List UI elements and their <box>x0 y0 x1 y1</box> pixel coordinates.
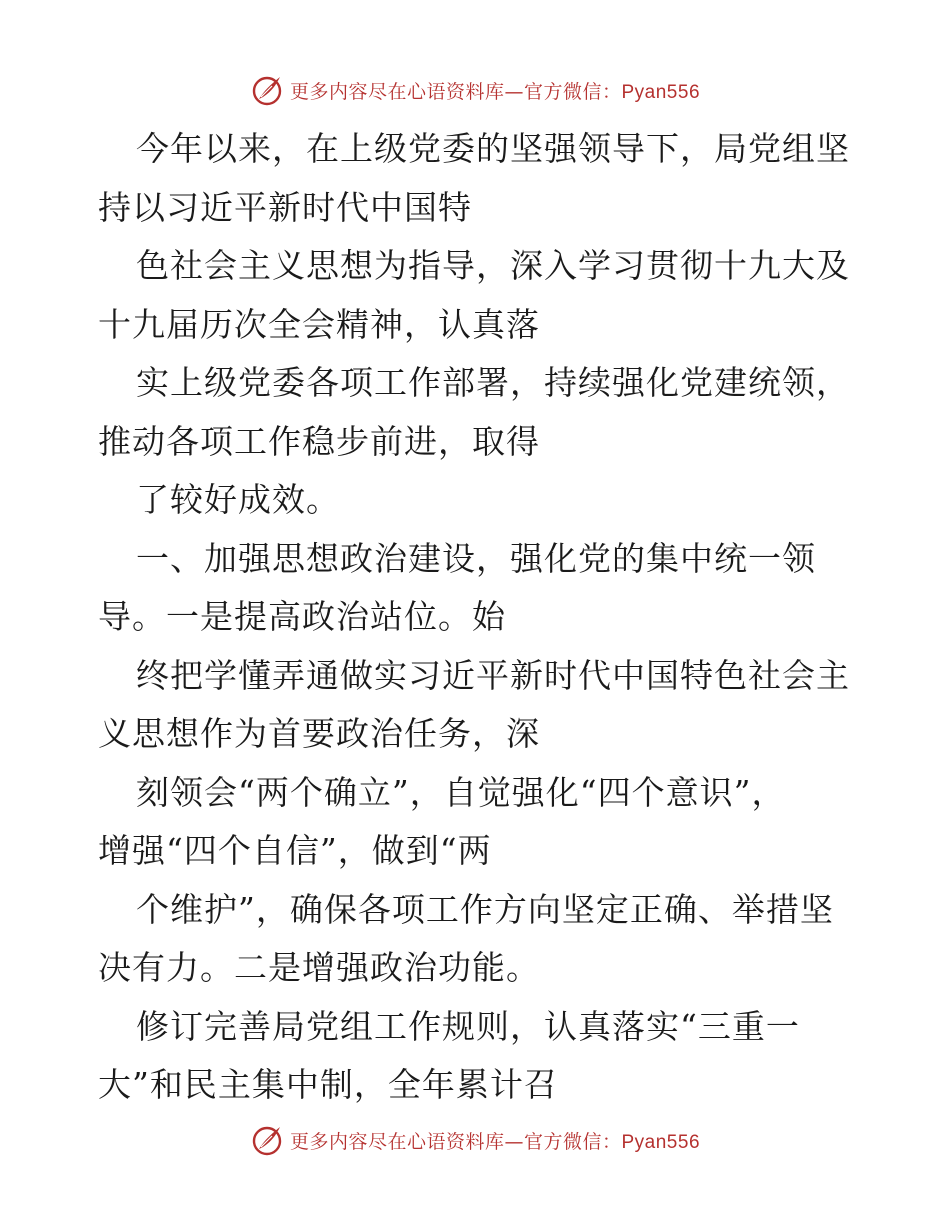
feather-pen-logo-icon <box>250 1123 284 1157</box>
text-line: 推动各项工作稳步前进，取得 <box>98 421 540 461</box>
text-line: 刻领会“两个确立”，自觉强化“四个意识”， <box>136 772 786 812</box>
text-line: 大”和民主集中制，全年累计召 <box>98 1065 558 1104</box>
document-body <box>98 120 858 1115</box>
wechat-handle: Pyan556 <box>621 1131 701 1153</box>
watermark-text: 更多内容尽在心语资料库—官方微信：Pyan556 <box>289 80 701 103</box>
footer-watermark-banner <box>0 1120 950 1160</box>
feather-pen-logo-icon <box>250 73 284 107</box>
text-line: 持以习近平新时代中国特 <box>98 187 472 227</box>
text-line: 终把学懂弄通做实习近平新时代中国特色社会主 <box>136 655 850 695</box>
text-line: 十九届历次全会精神，认真落 <box>98 304 540 344</box>
text-line: 今年以来，在上级党委的坚强领导下，局党组坚 <box>136 129 850 168</box>
text-line: 决有力。二是增强政治功能。 <box>98 948 540 987</box>
wechat-handle: Pyan556 <box>621 81 701 103</box>
text-line: 色社会主义思想为指导，深入学习贯彻十九大及 <box>136 246 850 285</box>
text-line: 了较好成效。 <box>136 480 340 519</box>
watermark-text: 更多内容尽在心语资料库—官方微信：Pyan556 <box>289 1130 701 1153</box>
text-line: 修订完善局党组工作规则，认真落实“三重一 <box>136 1006 800 1046</box>
text-line: 义思想作为首要政治任务，深 <box>98 714 540 753</box>
text-line: 一、加强思想政治建设，强化党的集中统一领 <box>136 538 816 578</box>
text-line: 个维护”，确保各项工作方向坚定正确、举措坚 <box>136 889 834 929</box>
text-line: 实上级党委各项工作部署，持续强化党建统领， <box>136 363 850 402</box>
text-line: 导。一是提高政治站位。始 <box>98 597 506 636</box>
text-line: 增强“四个自信”，做到“两 <box>98 831 492 870</box>
header-watermark-banner <box>0 70 950 110</box>
